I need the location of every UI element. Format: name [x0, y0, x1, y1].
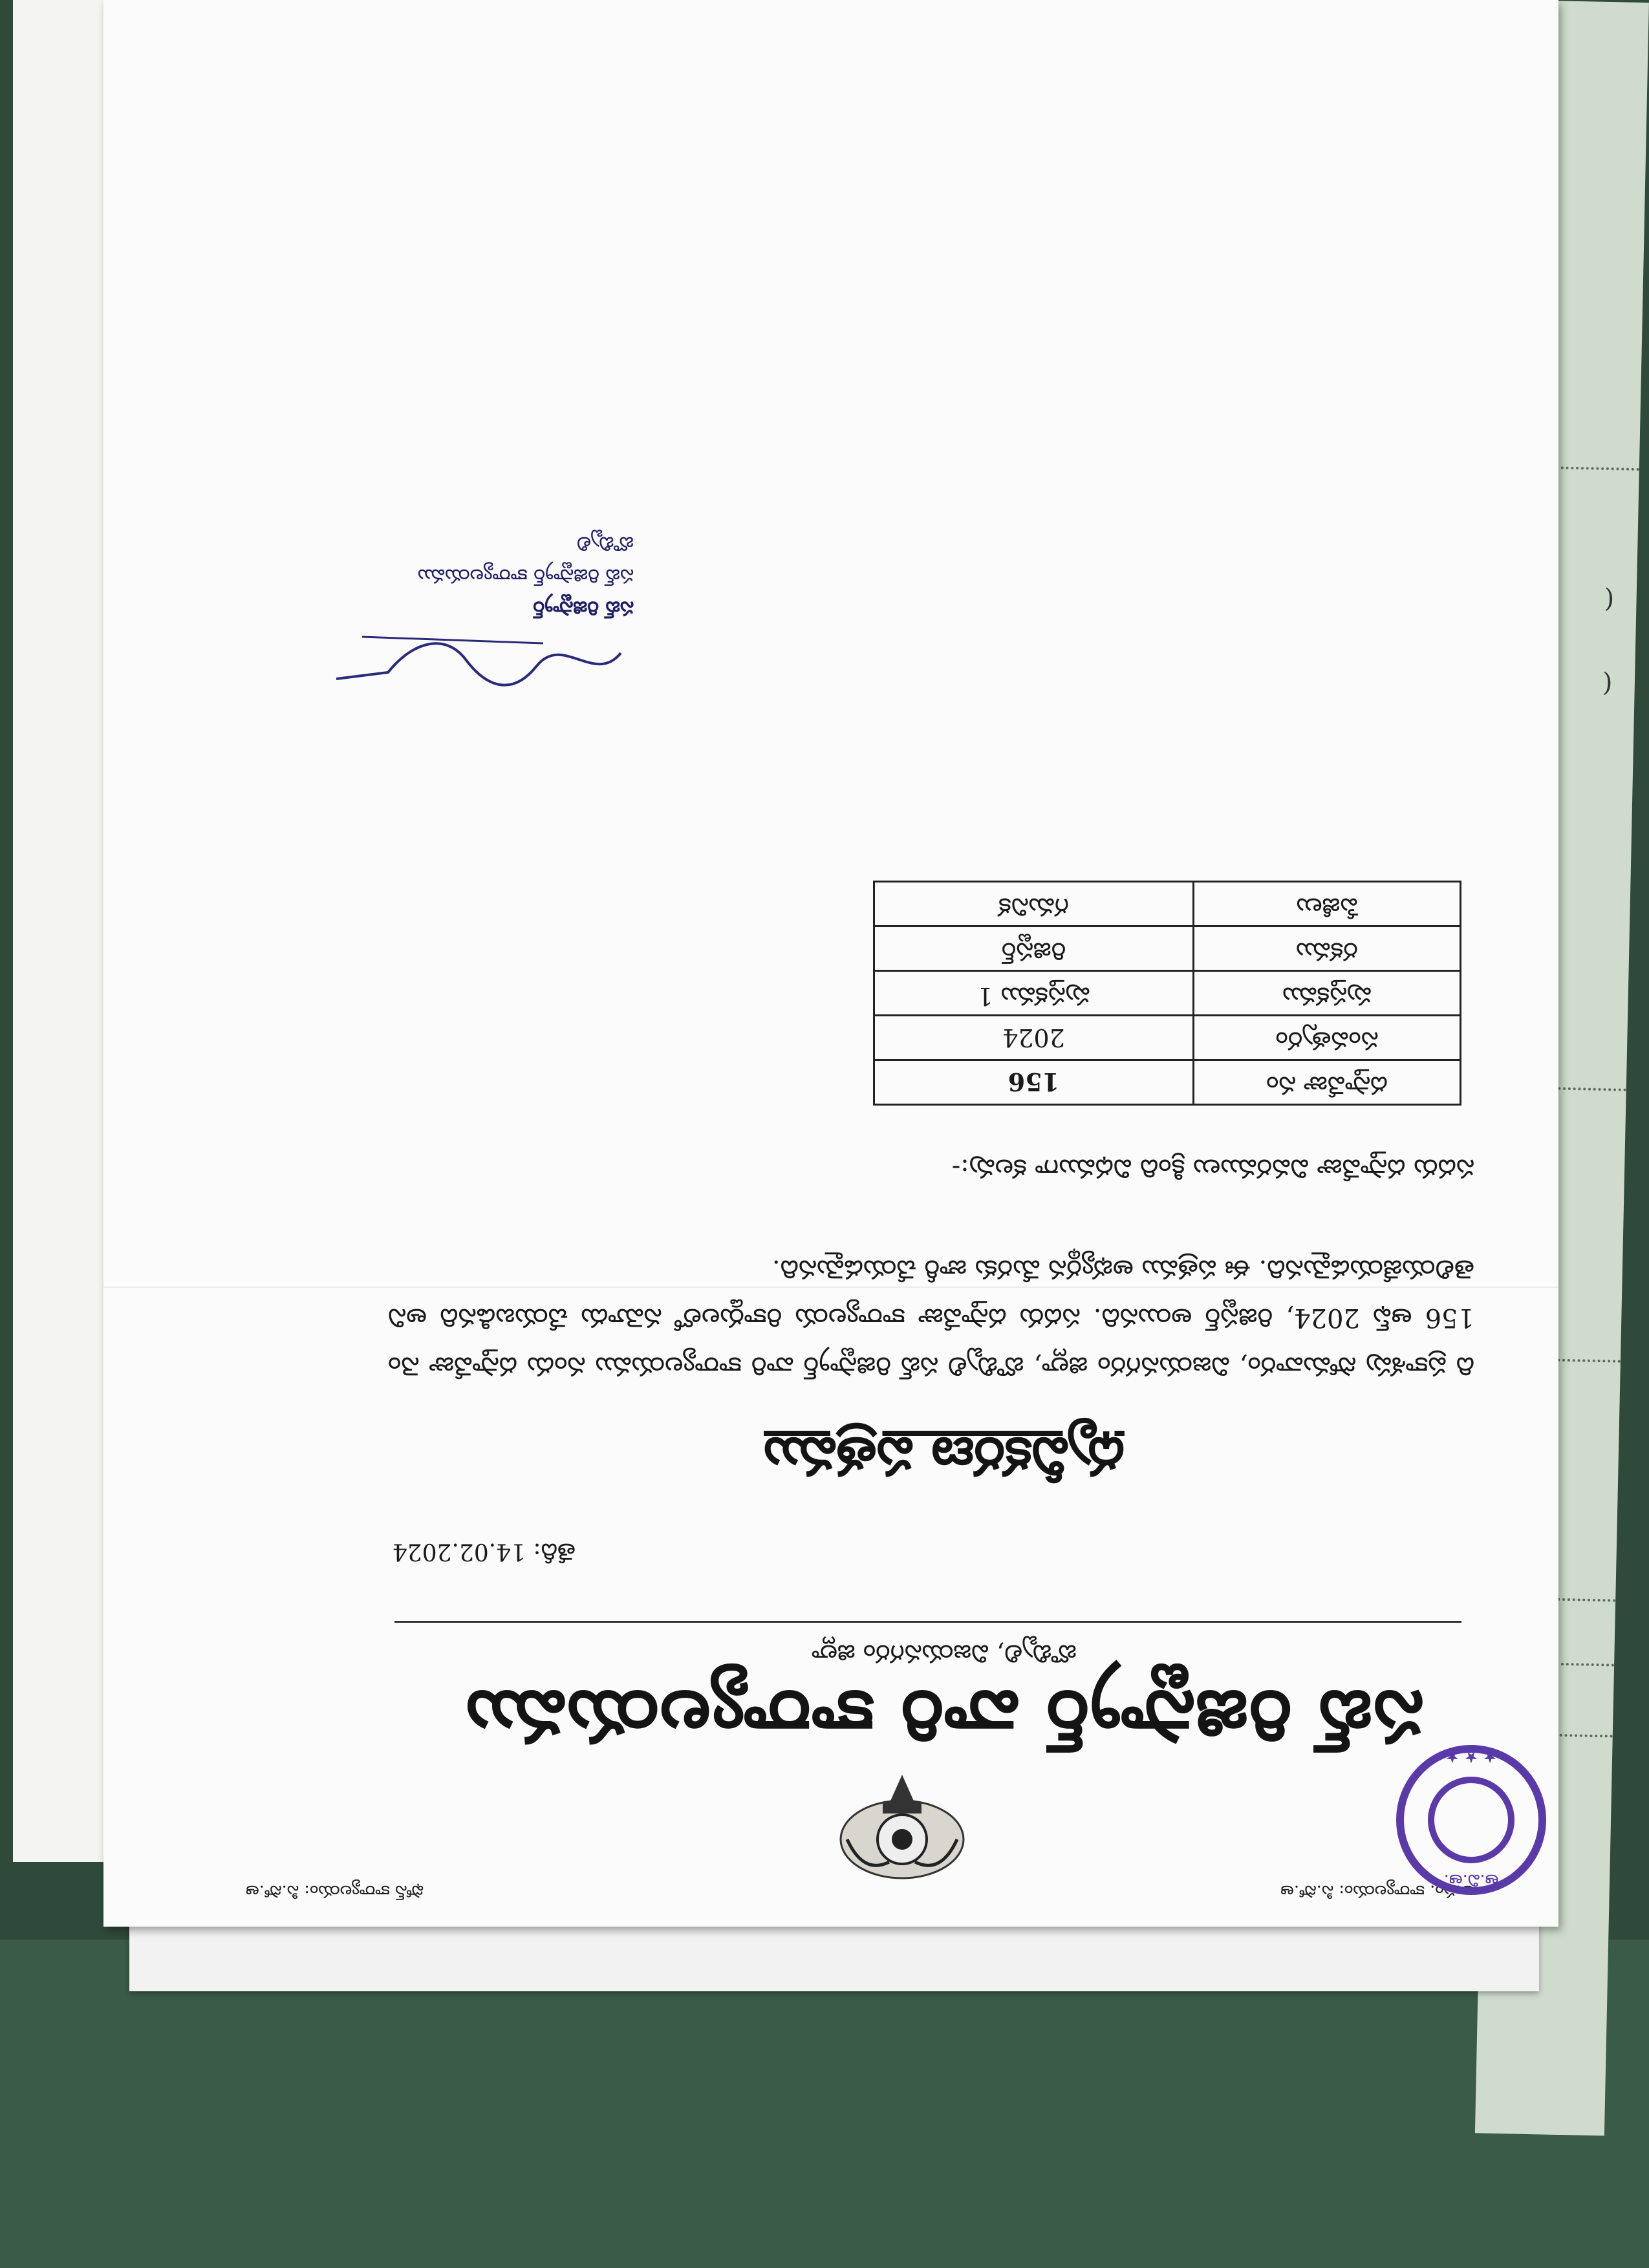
- letter-body-paragraph: ది ప్రకాశపు సోమవారం, విజయనగరం జిల్లా, బొబ్బిలి సబ్ రిజిస్ట్రార్ వారి కార్యాలయము నందు దస్తావేజు నెం 156 ఆఫ్ 2024, రిజిస్టర్ అయినది. సదరు దస్తావేజు కార్యాలయ రికార్డులలో నమోదు చేయబడినది అని తెలియజేయడమైనది. ఈ పత్రము అభ్యర్థన మేరకు జారీ చేయడమైనది.: [388, 1254, 1474, 1381]
- date-label: తేదీ:: [533, 1538, 576, 1565]
- letter-rotated-content: [103, 0, 1558, 1927]
- letter-date: [393, 1532, 576, 1565]
- svg-text:★ ★ ★: ★ ★ ★: [1445, 1748, 1497, 1766]
- table-cell-value: రిజిస్టర్: [874, 926, 1194, 971]
- office-title: సబ్ రిజిస్ట్రార్ వారి కార్యాలయము: [464, 1675, 1424, 1759]
- svg-text:ఆ.వి.ఆ.: ఆ.వి.ఆ.: [1443, 1870, 1499, 1890]
- signature-line-3: బొబ్బిలి: [576, 532, 634, 555]
- table-cell-label: దస్తావేజు నం: [1194, 1060, 1461, 1105]
- letter-subject: ధృవీకరణ పత్రము: [764, 1426, 1125, 1487]
- bracket-glyph: ): [1604, 583, 1615, 614]
- table-cell-value: 2024: [874, 1016, 1194, 1060]
- bracket-glyph: ): [1602, 667, 1613, 698]
- date-value: 14.02.2024: [392, 1538, 526, 1565]
- certificate-letter: [103, 0, 1558, 1927]
- signature-line-1: సబ్ రిజిస్ట్రార్: [533, 597, 634, 619]
- signature-block: [323, 528, 634, 698]
- details-intro-line: సదరు దస్తావేజు వివరములు క్రింది విధముగా కలవు:-: [951, 1153, 1474, 1183]
- signature-scrawl-icon: [323, 627, 634, 698]
- table-row: [874, 926, 1461, 971]
- signature-line-2: సబ్ రిజిస్ట్రార్ కార్యాలయము: [417, 564, 634, 587]
- header-divider: [394, 1621, 1461, 1623]
- table-row: [874, 971, 1461, 1016]
- header-right-text: ఫోన్ కార్యాలయం: సి.సో.ఆ: [246, 1881, 424, 1901]
- table-row: [874, 1016, 1461, 1060]
- document-details-table: [873, 881, 1461, 1106]
- table-cell-label: పుస్తకము: [1194, 971, 1461, 1016]
- table-cell-value: 156: [874, 1060, 1194, 1105]
- table-row: [874, 882, 1461, 926]
- table-cell-value: పుస్తకము 1: [874, 971, 1194, 1016]
- table-cell-label: రకము: [1194, 926, 1461, 971]
- office-seal-icon: [1390, 1739, 1552, 1901]
- table-cell-label: సంవత్సరం: [1194, 1016, 1461, 1060]
- table-cell-label: పేజీలు: [1194, 882, 1461, 926]
- table-row: [874, 1060, 1461, 1105]
- header-left-text: అ.సం. కార్యాలయం: సి.సో.ఆ: [1280, 1881, 1474, 1901]
- office-address: బొబ్బిలి, విజయనగరం జిల్లా: [812, 1640, 1077, 1668]
- table-cell-value: గమనిక: [874, 882, 1194, 926]
- state-emblem-icon: [837, 1771, 967, 1901]
